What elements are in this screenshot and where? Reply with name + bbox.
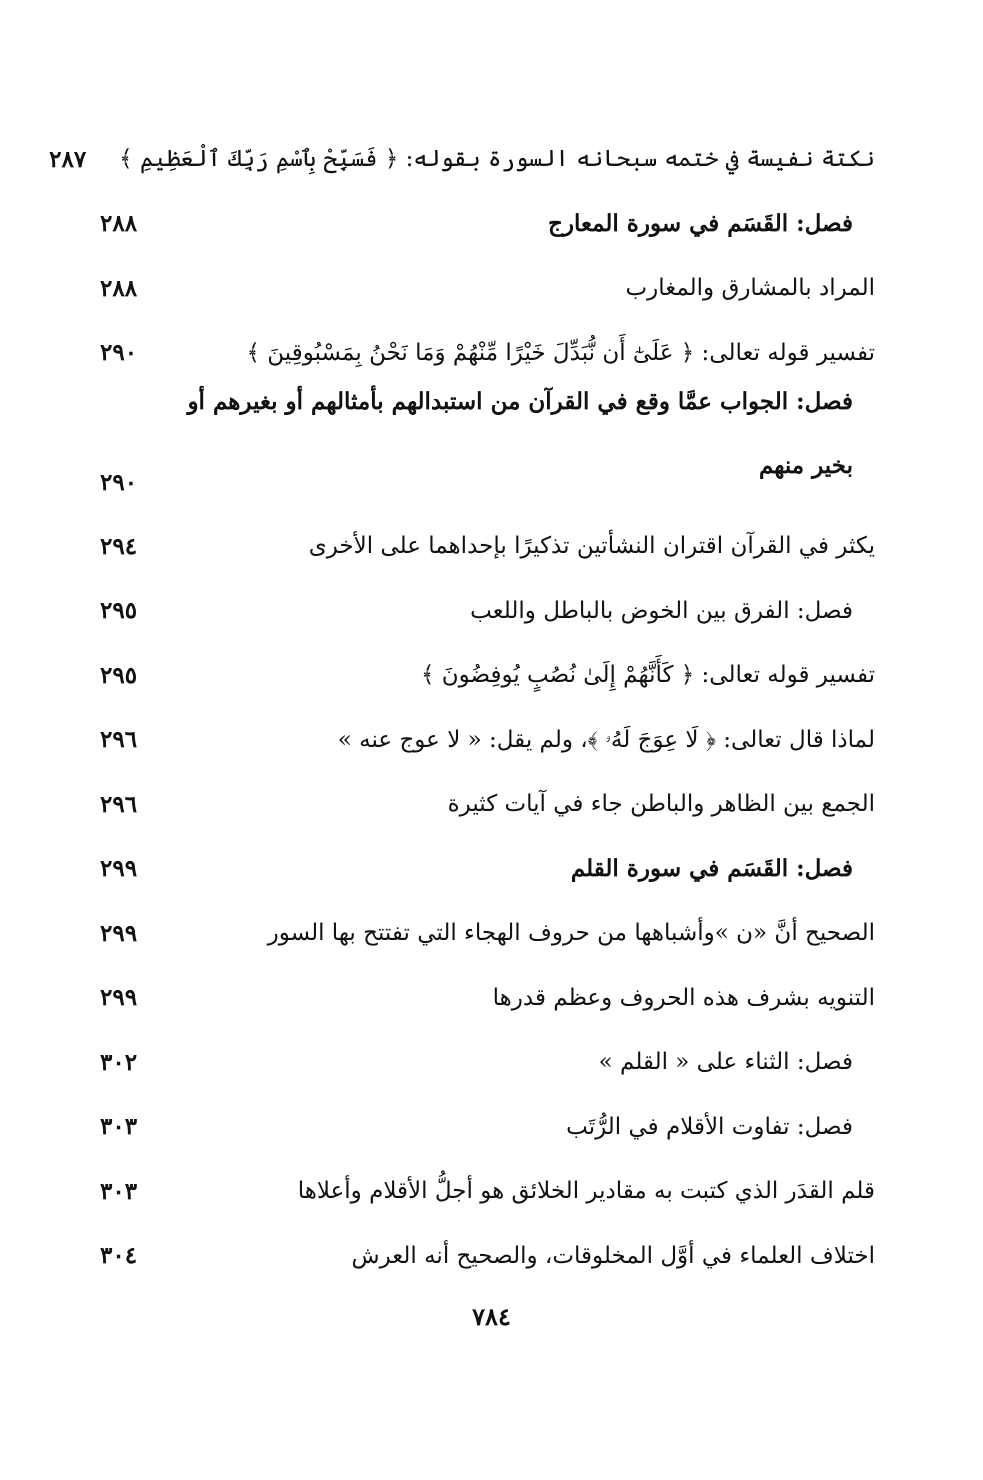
toc-entry-title: المراد بالمشارق والمغارب — [625, 275, 875, 302]
toc-entry-page: ٣٠٣ — [100, 1177, 138, 1205]
toc-section-heading — [100, 385, 875, 514]
toc-entry — [100, 708, 875, 773]
toc-section-heading — [100, 192, 875, 257]
toc-entry-title: يكثر في القرآن اقتران النشأتين تذكيرًا بإحداهما على الأخرى — [308, 533, 875, 560]
toc-entry-title: تفسير قوله تعالى: ﴿ كَأَنَّهُمْ إِلَىٰ نُصُبٍ يُوفِضُونَ ﴾ — [420, 662, 875, 689]
toc-entry — [100, 514, 875, 579]
toc-entry-page: ٢٩٥ — [100, 661, 138, 689]
page-number: ٧٨٤ — [472, 1302, 511, 1331]
toc-entry — [100, 1159, 875, 1224]
toc-entry — [100, 1224, 875, 1289]
toc-entry — [100, 772, 875, 837]
toc-entry — [100, 643, 875, 708]
toc-entry-title: الصحيح أنَّ «ن »وأشباهها من حروف الهجاء التي تفتتح بها السور — [267, 920, 875, 947]
table-of-contents — [49, 127, 875, 1288]
toc-section-heading — [100, 1030, 875, 1095]
toc-entry-page: ٢٨٨ — [100, 274, 138, 302]
toc-entry — [100, 256, 875, 321]
toc-entry-page: ٢٩٥ — [100, 597, 138, 625]
toc-entry-page: ٢٩٤ — [100, 532, 138, 560]
toc-entry-page: ٢٩٩ — [100, 855, 138, 883]
toc-entry-title: فصل: الثناء على « القلم » — [598, 1049, 853, 1076]
toc-entry-page: ٢٩٦ — [100, 790, 138, 818]
toc-entry-page: ٢٨٨ — [100, 210, 138, 238]
toc-entry-title: تفسير قوله تعالى: ﴿ عَلَىٰٓ أَن نُّبَدِّلَ خَيْرًا مِّنْهُمْ وَمَا نَحْنُ بِمَسْبُوقِينَ ﴾ — [246, 339, 875, 366]
toc-section-heading — [100, 837, 875, 902]
toc-entry-page: ٢٩٩ — [100, 919, 138, 947]
toc-entry — [49, 127, 875, 192]
toc-entry-title: فصل: الجواب عمَّا وقع في القرآن من استبدالهم بأمثالهم أو بغيرهم أو بخير منهم — [187, 388, 853, 479]
toc-entry-title: الجمع بين الظاهر والباطن جاء في آيات كثيرة — [447, 791, 875, 818]
toc-section-heading — [100, 579, 875, 644]
toc-entry-title: نكتة نفيسة في ختمه سبحانه السورة بقوله: ﴿ فَسَبِّحْ بِٱسْمِ رَبِّكَ ٱلْعَظِيمِ ﴾ — [119, 146, 875, 173]
toc-entry-page: ٢٩٩ — [100, 984, 138, 1012]
toc-entry-page: ٢٨٧ — [49, 145, 87, 173]
toc-section-heading — [100, 1095, 875, 1160]
toc-entry-title: لماذا قال تعالى: ﴿ لَا عِوَجَ لَهُۥ ﴾، ولم يقل: « لا عوج عنه » — [337, 726, 875, 753]
toc-entry-page: ٣٠٤ — [100, 1242, 138, 1270]
toc-entry-page: ٢٩٠ — [100, 469, 138, 496]
toc-entry-title: فصل: القَسَم في سورة القلم — [570, 854, 853, 882]
toc-entry-title: التنويه بشرف هذه الحروف وعظم قدرها — [492, 984, 875, 1011]
toc-entry-page: ٢٩٠ — [100, 339, 138, 367]
toc-entry-title: فصل: الفرق بين الخوض بالباطل واللعب — [470, 597, 853, 624]
toc-entry-page: ٣٠٢ — [100, 1048, 138, 1076]
toc-entry — [100, 966, 875, 1031]
toc-entry-page: ٣٠٣ — [100, 1113, 138, 1141]
toc-entry-page: ٢٩٦ — [100, 726, 138, 754]
toc-entry-title: قلم القدَر الذي كتبت به مقادير الخلائق هو أجلُّ الأقلام وأعلاها — [297, 1178, 875, 1205]
toc-entry — [100, 901, 875, 966]
toc-entry-title: فصل: تفاوت الأقلام في الرُّتَب — [566, 1113, 853, 1140]
toc-entry-title: اختلاف العلماء في أوَّل المخلوقات، والصحيح أنه العرش — [351, 1242, 875, 1269]
toc-entry-title: فصل: القَسَم في سورة المعارج — [548, 209, 853, 237]
